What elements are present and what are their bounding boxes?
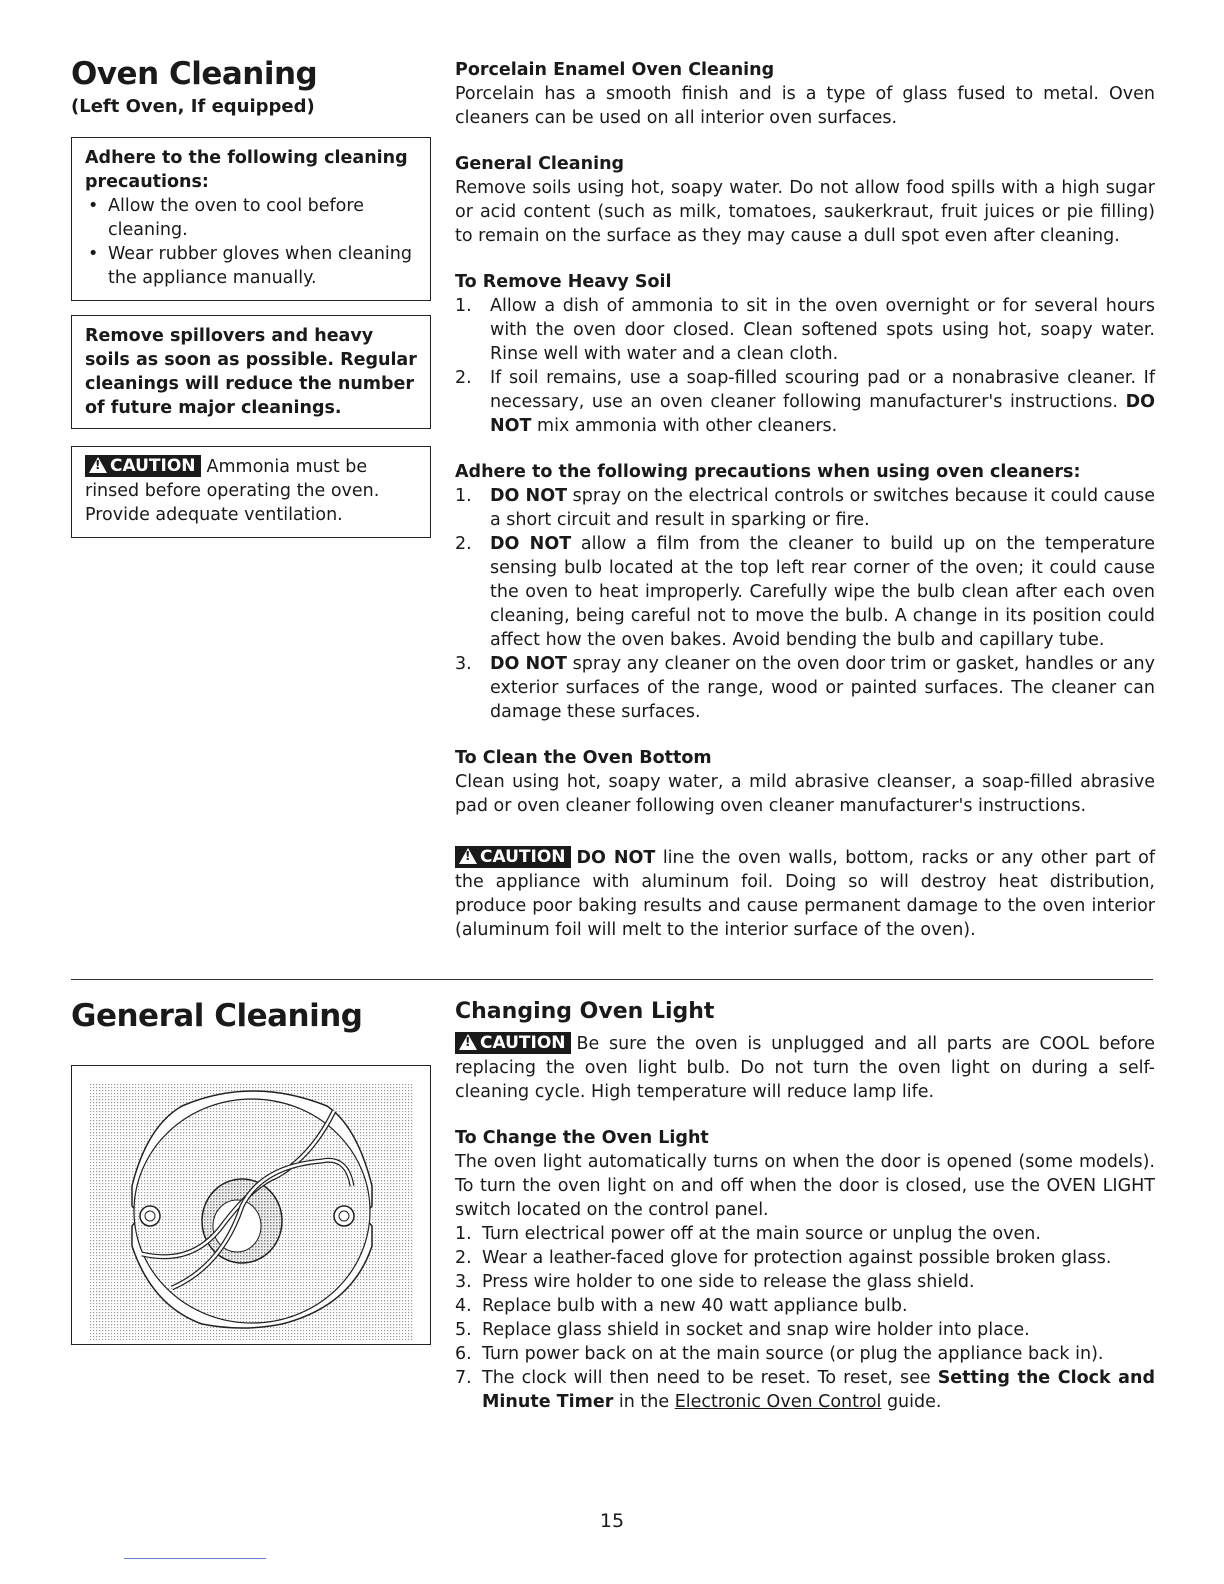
oven-light-heading: Changing Oven Light — [455, 999, 715, 1024]
heavy-soil-section — [455, 270, 1155, 438]
oven-light-drawing — [72, 1066, 430, 1344]
list-item: 4. Replace bulb with a new 40 watt appliance bulb. — [455, 1296, 908, 1316]
list-item: 3. Press wire holder to one side to release the glass shield. — [455, 1272, 975, 1292]
warning-triangle-icon — [459, 1034, 477, 1050]
list-item: 6. Turn power back on at the main source (or plug the appliance back in). — [455, 1344, 1104, 1364]
porcelain-section — [455, 58, 1155, 130]
porcelain-text: Porcelain has a smooth finish and is a type of glass fused to metal. Oven cleaners can be used on all interior oven surfaces. — [455, 84, 1155, 128]
heavy-soil-heading: To Remove Heavy Soil — [455, 272, 672, 292]
general-cleaning-title: General Cleaning — [71, 998, 363, 1034]
left-column — [71, 56, 431, 538]
spillovers-text: Remove spillovers and heavy soils as soon as possible. Regular cleanings will reduce the number of future major cleanings. — [85, 326, 417, 418]
ammonia-caution-box — [71, 446, 431, 538]
cleaning-precautions-box — [71, 137, 431, 301]
cleaning-precautions-heading: Adhere to the following cleaning precautions: — [85, 148, 408, 192]
oven-bottom-section — [455, 746, 1155, 818]
list-item: 2. If soil remains, use a soap-filled scouring pad or a nonabrasive cleaner. If necessary, use an oven cleaner following manufacturer's instructions. DO NOT mix ammonia with other cleaners. — [455, 368, 1155, 436]
list-item: 2. DO NOT allow a film from the cleaner to build up on the temperature sensing bulb located at the top left rear corner of the oven; it could cause the oven to heat improperly. Carefully wipe the bulb clean after each oven cleaning, being careful not to move the bulb. A change in its position could affect how the oven bakes. Avoid bending the bulb and capillary tube. — [455, 534, 1155, 650]
foil-caution-section — [455, 846, 1155, 942]
oven-cleaner-precautions-heading: Adhere to the following precautions when using oven cleaners: — [455, 462, 1081, 482]
oven-bottom-text: Clean using hot, soapy water, a mild abrasive cleanser, a soap-filled abrasive pad or oven cleaner following oven cleaner manufacturer's instructions. — [455, 772, 1155, 816]
general-cleaning-text: Remove soils using hot, soapy water. Do not allow food spills with a high sugar or acid content (such as milk, tomatoes, saukerkraut, fruit juices or pie filling) to remain on the surface as they may cause a dull spot even after cleaning. — [455, 178, 1155, 246]
electronic-oven-control-link[interactable]: Electronic Oven Control — [674, 1392, 882, 1412]
general-cleaning-heading: General Cleaning — [455, 154, 625, 174]
caution-badge: !CAUTION — [455, 1032, 571, 1054]
list-item: 5. Replace glass shield in socket and snap wire holder into place. — [455, 1320, 1030, 1340]
spillovers-box — [71, 315, 431, 429]
oven-cleaning-subtitle: (Left Oven, If equipped) — [71, 96, 315, 117]
oven-light-illustration — [71, 1065, 431, 1345]
caution-badge: !CAUTION — [455, 846, 571, 868]
change-light-intro: The oven light automatically turns on when the door is opened (some models). To turn the oven light on and off when the door is closed, use the OVEN LIGHT switch located on the control panel. — [455, 1152, 1155, 1220]
heavy-soil-list — [455, 294, 1155, 438]
list-item: 2. Wear a leather-faced glove for protection against possible broken glass. — [455, 1248, 1112, 1268]
warning-triangle-icon — [89, 457, 107, 473]
list-item: 1. Allow a dish of ammonia to sit in the oven overnight or for several hours with the oven door closed. Clean softened spots using hot, soapy water. Rinse well with water and a clean cloth. — [455, 296, 1155, 364]
foil-caution-text: !CAUTION DO NOT line the oven walls, bottom, racks or any other part of the appliance with aluminum foil. Doing so will destroy heat distribution, produce poor baking results and cause permanent damage to the oven interior (aluminum foil will melt to the interior surface of the oven). — [455, 846, 1155, 942]
list-item: • Allow the oven to cool before cleaning. — [85, 194, 418, 242]
oven-cleaner-precautions-section — [455, 460, 1155, 724]
oven-light-section — [455, 999, 1155, 1414]
oven-cleaner-precautions-list — [455, 484, 1155, 724]
caution-badge: !CAUTION — [85, 455, 201, 477]
warning-triangle-icon — [459, 848, 477, 864]
section-divider — [71, 979, 1153, 980]
list-item: 7. The clock will then need to be reset. To reset, see Setting the Clock and Minute Timer in the Electronic Oven Control guide. — [455, 1368, 1155, 1412]
general-cleaning-section — [455, 152, 1155, 248]
cleaning-precautions-list — [85, 194, 418, 290]
porcelain-heading: Porcelain Enamel Oven Cleaning — [455, 60, 775, 80]
oven-cleaning-title: Oven Cleaning — [71, 56, 318, 92]
list-item: 1. DO NOT spray on the electrical controls or switches because it could cause a short circuit and result in sparking or fire. — [455, 486, 1155, 530]
list-item: • Wear rubber gloves when cleaning the appliance manually. — [85, 242, 418, 290]
ammonia-caution-text: Ammonia must be rinsed before operating the oven. Provide adequate ventilation. — [85, 457, 380, 525]
list-item: 3. DO NOT spray any cleaner on the oven door trim or gasket, handles or any exterior surfaces of the range, wood or painted surfaces. The cleaner can damage these surfaces. — [455, 654, 1155, 722]
oven-bottom-heading: To Clean the Oven Bottom — [455, 748, 712, 768]
oven-light-caution: !CAUTION Be sure the oven is unplugged and all parts are COOL before replacing the oven light bulb. Do not turn the oven light on during a self-cleaning cycle. High temperature will reduce lamp life. — [455, 1032, 1155, 1104]
footer-line — [124, 1558, 266, 1559]
right-column — [455, 58, 1155, 964]
list-item: 1. Turn electrical power off at the main source or unplug the oven. — [455, 1224, 1041, 1244]
change-light-heading: To Change the Oven Light — [455, 1128, 709, 1148]
change-light-steps — [455, 1222, 1155, 1414]
page-number: 15 — [599, 1510, 625, 1532]
